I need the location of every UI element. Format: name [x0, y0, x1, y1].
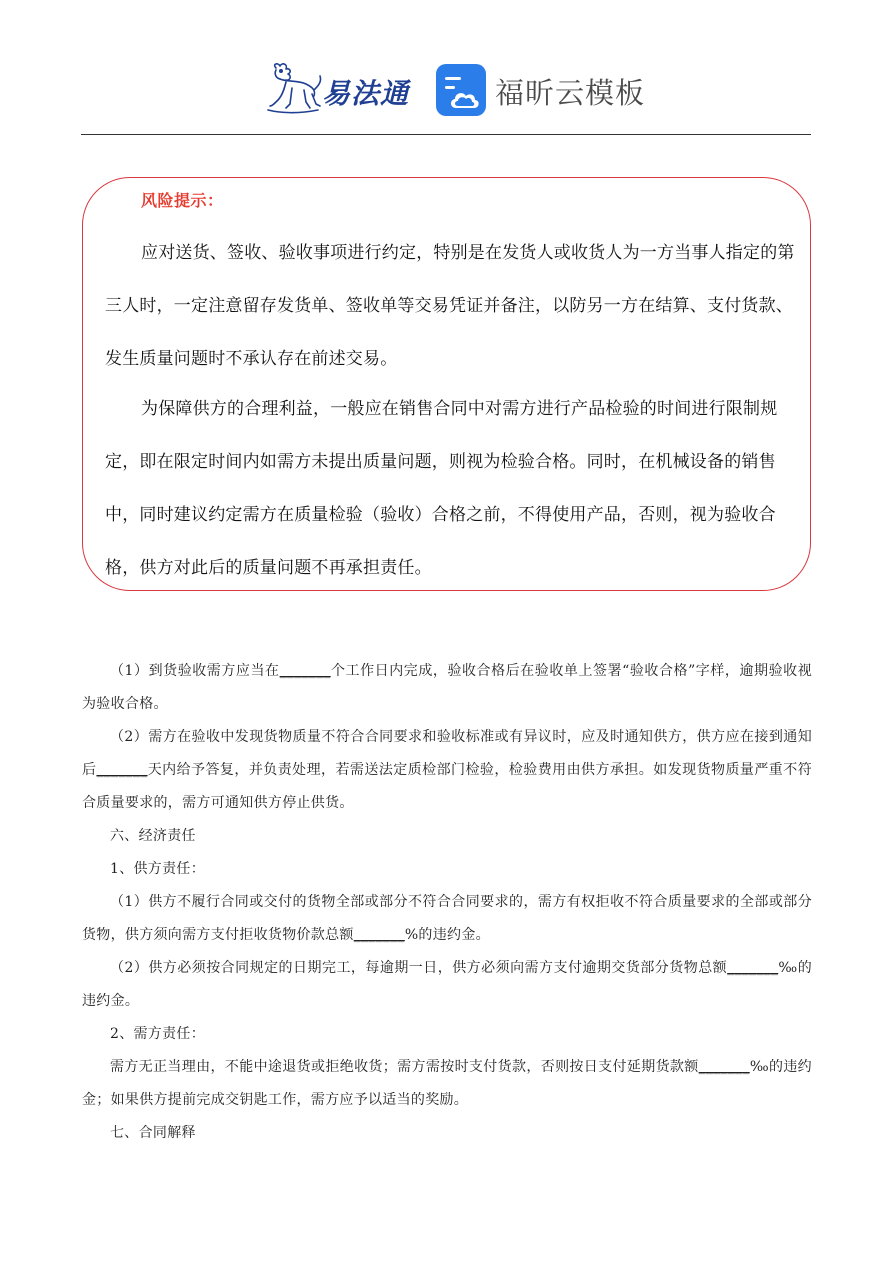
- section-heading: 六、经济责任: [110, 828, 196, 844]
- risk-paragraph: 应对送货、签收、验收事项进行约定，特别是在发货人或收货人为一方当事人指定的第三人时，一定注意留存发货单、签收单等交易凭证并备注，以防另一方在结算、支付货款、发生质量问题时不承认存在前述交易。: [105, 243, 795, 369]
- brand-name-yifatong: 易法通: [322, 77, 410, 110]
- clause-text: 天内给予答复，并负责处理，若需送法定质检部门检验，检验费用由供方承担。如发现货物质量严重不符合质量要求的，需方可通知供方停止供货。: [82, 762, 812, 811]
- clause-paragraph: [82, 655, 812, 721]
- clause-text: 个工作日内完成，验收合格后在验收单上签署“验收合格”字样，逾期验收视为验收合格。: [82, 663, 812, 712]
- fill-blank[interactable]: _______: [727, 960, 779, 976]
- cloud-document-icon: [436, 64, 486, 116]
- fill-blank[interactable]: _______: [353, 927, 405, 943]
- risk-title: 风险提示：: [141, 191, 224, 210]
- clause-text: （1）供方不履行合同或交付的货物全部或部分不符合合同要求的，需方有权拒收不符合质量要求的全部或部分货物，供方须向需方支付拒收货物价款总额: [82, 894, 812, 943]
- contract-body: [82, 655, 812, 1150]
- subsection-heading: 2、需方责任：: [110, 1026, 206, 1042]
- page-header: [0, 0, 893, 136]
- fill-blank[interactable]: _______: [698, 1059, 750, 1075]
- clause-paragraph: [82, 721, 812, 820]
- clause-paragraph: [82, 1051, 812, 1117]
- clause-text: ‰的违约金；如果供方提前完成交钥匙工作，需方应予以适当的奖励。: [82, 1059, 812, 1108]
- clause-text: （2）需方在验收中发现货物质量不符合合同要求和验收标准或有异议时，应及时通知供方，供方应在接到通知后: [82, 729, 812, 778]
- fill-blank[interactable]: _______: [96, 762, 148, 778]
- risk-paragraph: 为保障供方的合理利益，一般应在销售合同中对需方进行产品检验的时间进行限制规定，即在限定时间内如需方未提出质量问题，则视为检验合格。同时，在机械设备的销售中，同时建议约定需方在质量检验（验收）合格之前，不得使用产品，否则，视为验收合格，供方对此后的质量问题不再承担责任。: [105, 399, 778, 578]
- clause-paragraph: [82, 952, 812, 1018]
- brand-name-fuxin: 福昕云模板: [495, 76, 646, 110]
- clause-text: （1）到货验收需方应当在: [110, 663, 280, 679]
- clause-text: %的违约金。: [404, 927, 490, 943]
- clause-text: ‰的违约金。: [82, 960, 812, 1009]
- clause-text: （2）供方必须按合同规定的日期完工，每逾期一日，供方必须向需方支付逾期交货部分货物总额: [110, 960, 728, 976]
- yifatong-logo: [262, 60, 412, 120]
- clause-paragraph: [82, 886, 812, 952]
- header-divider: [81, 134, 811, 135]
- subsection-heading: 1、供方责任：: [110, 861, 206, 877]
- risk-notice-box: [82, 177, 811, 591]
- lion-logo-icon: [262, 60, 324, 118]
- clause-text: 需方无正当理由，不能中途退货或拒绝收货；需方需按时支付货款，否则按日支付延期货款额: [110, 1059, 699, 1075]
- section-heading: 七、合同解释: [110, 1125, 196, 1141]
- fill-blank[interactable]: _______: [279, 663, 331, 679]
